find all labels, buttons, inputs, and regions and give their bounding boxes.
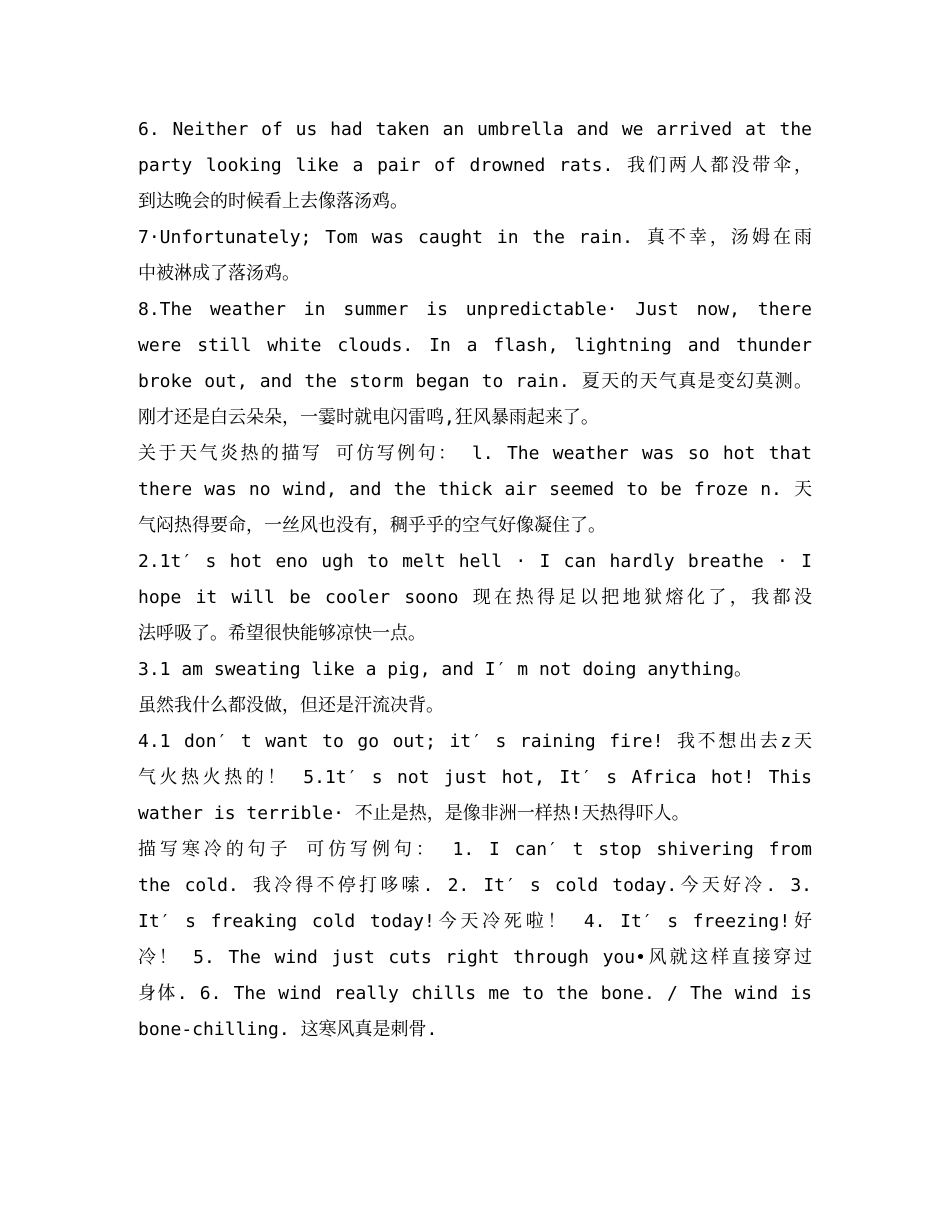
text-line: It′ s freaking cold today!今天冷死啦！ 4. It′ s freezing!好	[138, 911, 812, 932]
text-line: 7·Unfortunately; Tom was caught in the rain. 真不幸，汤姆在雨	[138, 227, 812, 248]
text-line: the cold. 我冷得不停打哆嗦. 2. It′ s cold today.今天好冷. 3.	[138, 875, 812, 896]
text-line: 中被淋成了落汤鸡。	[138, 263, 300, 284]
text-line: wather is terrible· 不止是热，是像非洲一样热!天热得吓人。	[138, 803, 690, 824]
text-line: 虽然我什么都没做，但还是汗流决背。	[138, 695, 444, 716]
text-line: were still white clouds. In a flash, lightning and thunder	[138, 335, 812, 356]
document-body	[138, 112, 812, 1048]
text-line: 气闷热得要命，一丝风也没有，稠乎乎的空气好像凝住了。	[138, 515, 606, 536]
text-line: 到达晚会的时候看上去像落汤鸡。	[138, 191, 408, 212]
text-line: broke out, and the storm began to rain. 夏天的天气真是变幻莫测。	[138, 371, 812, 392]
text-line: 冷！ 5. The wind just cuts right through you•风就这样直接穿过	[138, 947, 812, 968]
text-line: 4.1 don′ t want to go out; it′ s raining fire! 我不想出去z天	[138, 731, 812, 752]
text-line: 6. Neither of us had taken an umbrella and we arrived at the	[138, 119, 812, 140]
text-line: 关于天气炎热的描写 可仿写例句： l. The weather was so hot that	[138, 443, 812, 464]
text-line: 身体. 6. The wind really chills me to the bone. / The wind is	[138, 983, 812, 1004]
text-line: there was no wind, and the thick air seemed to be froze n. 天	[138, 479, 812, 500]
text-line: bone-chilling. 这寒风真是刺骨.	[138, 1019, 438, 1040]
text-line: hope it will be cooler soono 现在热得足以把地狱熔化了，我都没	[138, 587, 812, 608]
text-line: 描写寒冷的句子 可仿写例句： 1. I can′ t stop shivering from	[138, 839, 812, 860]
text-line: 刚才还是白云朵朵，一霎时就电闪雷鸣,狂风暴雨起来了。	[138, 407, 599, 428]
text-line: 3.1 am sweating like a pig, and I′ m not doing anything。	[138, 659, 753, 680]
text-line: 8.The weather in summer is unpredictable· Just now, there	[138, 299, 812, 320]
text-line: 气火热火热的！ 5.1t′ s not just hot, It′ s Africa hot! This	[138, 767, 812, 788]
text-line: 法呼吸了。希望很快能够凉快一点。	[138, 623, 426, 644]
text-line: 2.1t′ s hot eno ugh to melt hell · I can hardly breathe · I	[138, 551, 812, 572]
text-line: party looking like a pair of drowned rats. 我们两人都没带伞，	[138, 155, 812, 176]
